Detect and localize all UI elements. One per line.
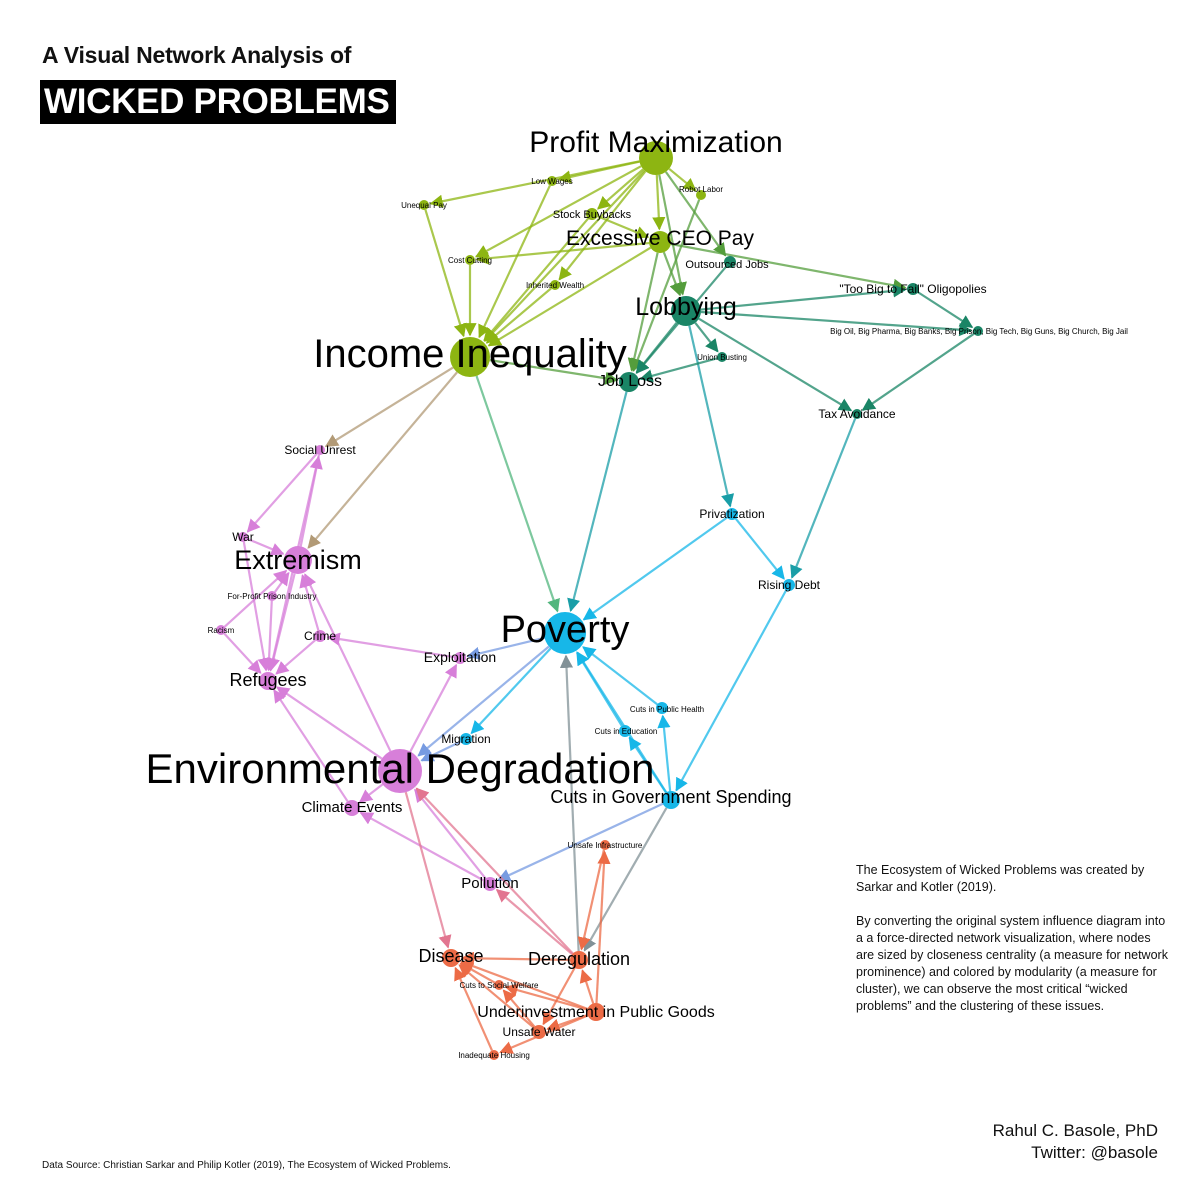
node-label-unsafewater: Unsafe Water <box>502 1025 576 1039</box>
edge-income-to-socialunrest <box>326 368 453 447</box>
edge-cutsgov-to-cutshealth <box>663 716 670 791</box>
title-line-2: WICKED PROBLEMS <box>40 80 396 124</box>
edge-deregulation-to-pollution <box>497 890 572 954</box>
edge-lobbying-to-taxavoid <box>699 319 851 411</box>
node-label-exploitation: Exploitation <box>423 649 497 665</box>
edge-robot-to-jobloss <box>633 200 699 371</box>
edge-bigoil-to-taxavoid <box>863 334 974 410</box>
node-label-income: Income Inequality <box>313 332 627 376</box>
edge-toobig-to-bigoil <box>918 292 972 327</box>
node-label-climate: Climate Events <box>301 799 403 816</box>
node-label-cutsgov: Cuts in Government Spending <box>550 787 792 807</box>
node-label-taxavoid: Tax Avoidance <box>818 407 896 421</box>
node-label-cutshealth: Cuts in Public Health <box>629 705 705 714</box>
edge-prison-to-refugees <box>269 601 272 670</box>
node-label-war: War <box>232 530 254 544</box>
node-label-extremism: Extremism <box>234 545 362 575</box>
title-line-1: A Visual Network Analysis of <box>42 42 352 68</box>
node-label-cutssocial: Cuts to Social Welfare <box>459 981 539 990</box>
node-label-envdeg: Environmental Degradation <box>145 745 655 792</box>
node-label-ceo: Excessive CEO Pay <box>566 227 754 250</box>
node-label-robot: Robot Labor <box>678 185 724 194</box>
edge-unequalpay-to-income <box>425 210 463 336</box>
edge-crime-to-refugees <box>276 640 315 674</box>
node-label-migration: Migration <box>441 732 491 746</box>
node-label-prison: For-Profit Prison Industry <box>227 592 317 601</box>
node-label-outsourced: Outsourced Jobs <box>685 259 769 271</box>
author-twitter: Twitter: @basole <box>1031 1143 1158 1162</box>
edge-envdeg-to-extremism <box>305 574 390 751</box>
node-label-underinvest: Underinvestment in Public Goods <box>477 1004 715 1021</box>
node-label-lowwages: Low Wages <box>531 177 573 186</box>
node-label-privatization: Privatization <box>699 507 765 521</box>
node-label-inherited: Inherited Wealth <box>525 281 585 290</box>
node-label-bigoil: Big Oil, Big Pharma, Big Banks, Big Prison, Big Tech, Big Guns, Big Church, Big Jail <box>830 327 1128 336</box>
edge-underinvest-to-deregulation <box>582 970 593 1003</box>
node-label-crime: Crime <box>304 629 336 643</box>
edge-pollution-to-climate <box>361 813 484 881</box>
note-paragraph-1: The Ecosystem of Wicked Problems was created by Sarkar and Kotler (2019). <box>856 863 1145 894</box>
edge-cutshealth-to-poverty <box>583 647 657 704</box>
edge-profit-to-ceo <box>657 175 660 229</box>
node-label-risingdebt: Rising Debt <box>757 578 821 592</box>
edge-taxavoid-to-risingdebt <box>792 419 855 578</box>
node-label-unsafeinfra: Unsafe Infrastructure <box>567 841 643 850</box>
node-label-unionbust: Union Busting <box>697 353 747 362</box>
edge-deregulation-to-envdeg <box>417 788 573 953</box>
description-note <box>856 862 1171 1032</box>
node-label-lobbying: Lobbying <box>635 293 737 321</box>
edge-racism-to-refugees <box>224 634 260 673</box>
node-label-costcut: Cost Cutting <box>447 256 493 265</box>
edge-privatization-to-risingdebt <box>736 519 784 579</box>
node-label-disease: Disease <box>418 946 484 966</box>
node-label-profit: Profit Maximization <box>529 126 783 159</box>
author-name: Rahul C. Basole, PhD <box>992 1121 1158 1140</box>
node-label-pollution: Pollution <box>461 875 519 892</box>
edge-privatization-to-poverty <box>584 517 727 619</box>
node-label-jobloss: Job Loss <box>597 373 663 390</box>
node-label-socialunrest: Social Unrest <box>284 443 356 457</box>
node-label-housing: Inadequate Housing <box>458 1051 530 1060</box>
edge-income-to-extremism <box>308 372 457 548</box>
note-paragraph-2: By converting the original system influence diagram into a a force-directed network visualization, where nodes are sized by closeness centrality (a measure for network prominence) and colored by modularity (a measure for cluster), we can observe the most critical “wicked problems” and the clustering of these issues. <box>856 914 1168 1013</box>
node-label-deregulation: Deregulation <box>527 949 631 969</box>
edge-jobloss-to-poverty <box>571 392 627 611</box>
node-label-racism: Racism <box>207 626 235 635</box>
edge-income-to-poverty <box>477 376 558 611</box>
node-label-poverty: Poverty <box>500 609 630 651</box>
node-label-toobig: "Too Big to Fail" Oligopolies <box>839 282 987 296</box>
node-label-unequalpay: Unequal Pay <box>401 201 447 210</box>
node-label-cutsedu: Cuts in Education <box>594 727 658 736</box>
edge-risingdebt-to-cutsgov <box>676 590 786 790</box>
author-credit <box>993 1120 1158 1164</box>
data-source: Data Source: Christian Sarkar and Philip Kotler (2019), The Ecosystem of Wicked Problems. <box>42 1160 451 1171</box>
node-label-buybacks: Stock Buybacks <box>552 209 632 221</box>
node-label-refugees: Refugees <box>229 670 307 690</box>
